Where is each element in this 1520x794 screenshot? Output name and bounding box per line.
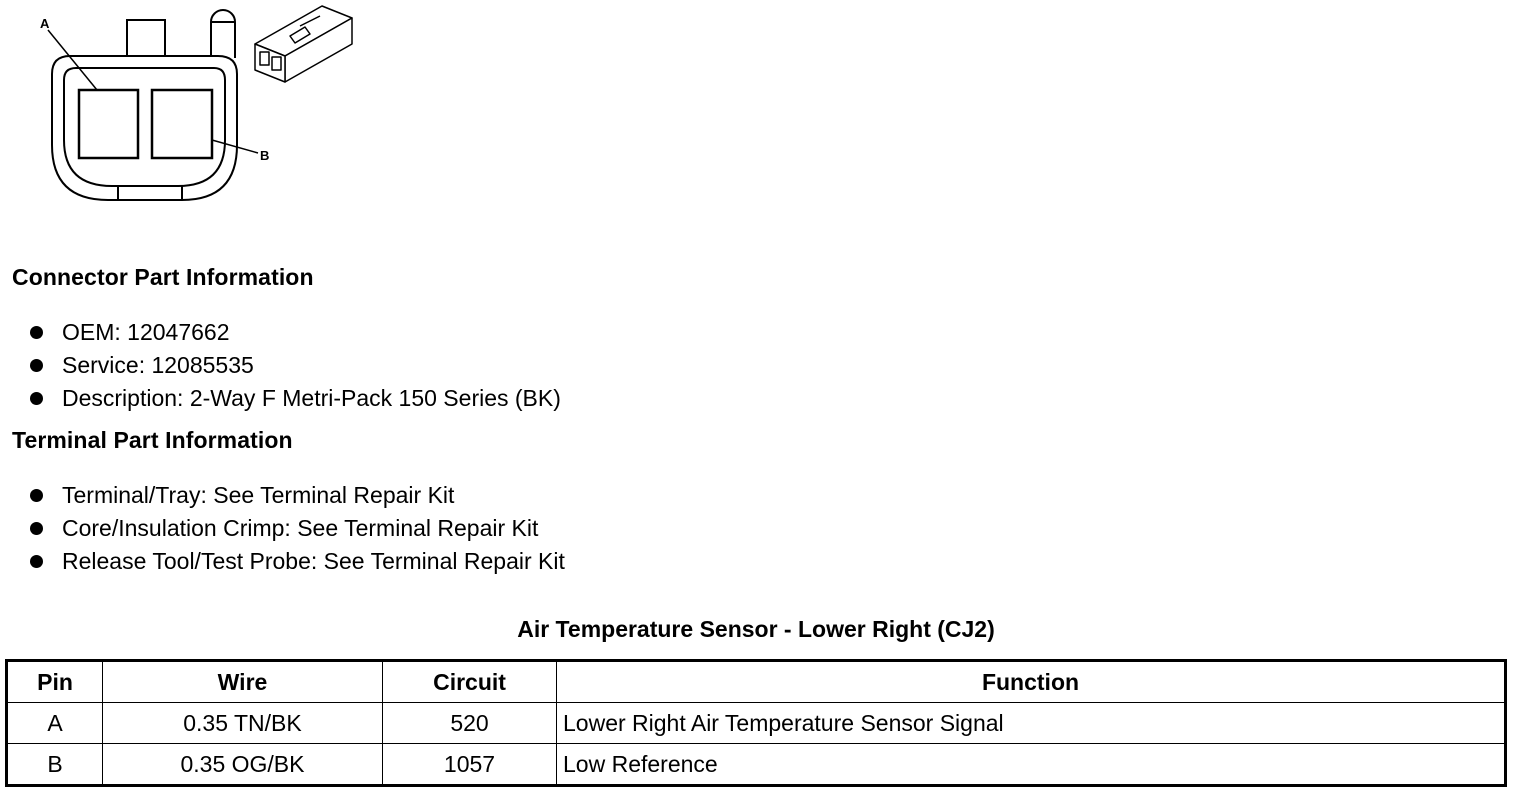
terminal-part-info-list (30, 479, 565, 578)
connector-description: Description: 2-Way F Metri-Pack 150 Series (BK) (62, 385, 561, 411)
table-row (7, 744, 1506, 786)
bullet-icon (30, 522, 43, 535)
bullet-icon (30, 392, 43, 405)
list-item (30, 316, 561, 349)
function-column-header: Function (557, 661, 1506, 703)
connector-diagram (0, 0, 380, 215)
list-item (30, 382, 561, 415)
wire-cell: 0.35 OG/BK (103, 744, 383, 786)
function-cell: Low Reference (557, 744, 1506, 786)
circuit-cell: 520 (383, 703, 557, 744)
bullet-icon (30, 489, 43, 502)
pinout-table (5, 659, 1507, 787)
bullet-icon (30, 555, 43, 568)
terminal-part-info-heading: Terminal Part Information (12, 427, 293, 453)
table-title: Air Temperature Sensor - Lower Right (CJ2) (517, 616, 995, 642)
crimp-info: Core/Insulation Crimp: See Terminal Repair Kit (62, 515, 539, 541)
service-part-number: Service: 12085535 (62, 352, 254, 378)
wire-cell: 0.35 TN/BK (103, 703, 383, 744)
pin-cell: B (7, 744, 103, 786)
connector-part-info-heading: Connector Part Information (12, 264, 314, 290)
bullet-icon (30, 359, 43, 372)
pin-column-header: Pin (7, 661, 103, 703)
terminal-tray-info: Terminal/Tray: See Terminal Repair Kit (62, 482, 455, 508)
list-item (30, 349, 561, 382)
connector-part-info-list (30, 316, 561, 415)
circuit-column-header: Circuit (383, 661, 557, 703)
circuit-cell: 1057 (383, 744, 557, 786)
release-tool-info: Release Tool/Test Probe: See Terminal Repair Kit (62, 548, 565, 574)
cavity-a-label: A (40, 16, 50, 31)
list-item (30, 479, 565, 512)
list-item (30, 512, 565, 545)
function-cell: Lower Right Air Temperature Sensor Signal (557, 703, 1506, 744)
cavity-b-label: B (260, 148, 270, 163)
wire-column-header: Wire (103, 661, 383, 703)
list-item (30, 545, 565, 578)
pin-cell: A (7, 703, 103, 744)
table-header-row (7, 661, 1506, 703)
bullet-icon (30, 326, 43, 339)
table-row (7, 703, 1506, 744)
oem-part-number: OEM: 12047662 (62, 319, 230, 345)
